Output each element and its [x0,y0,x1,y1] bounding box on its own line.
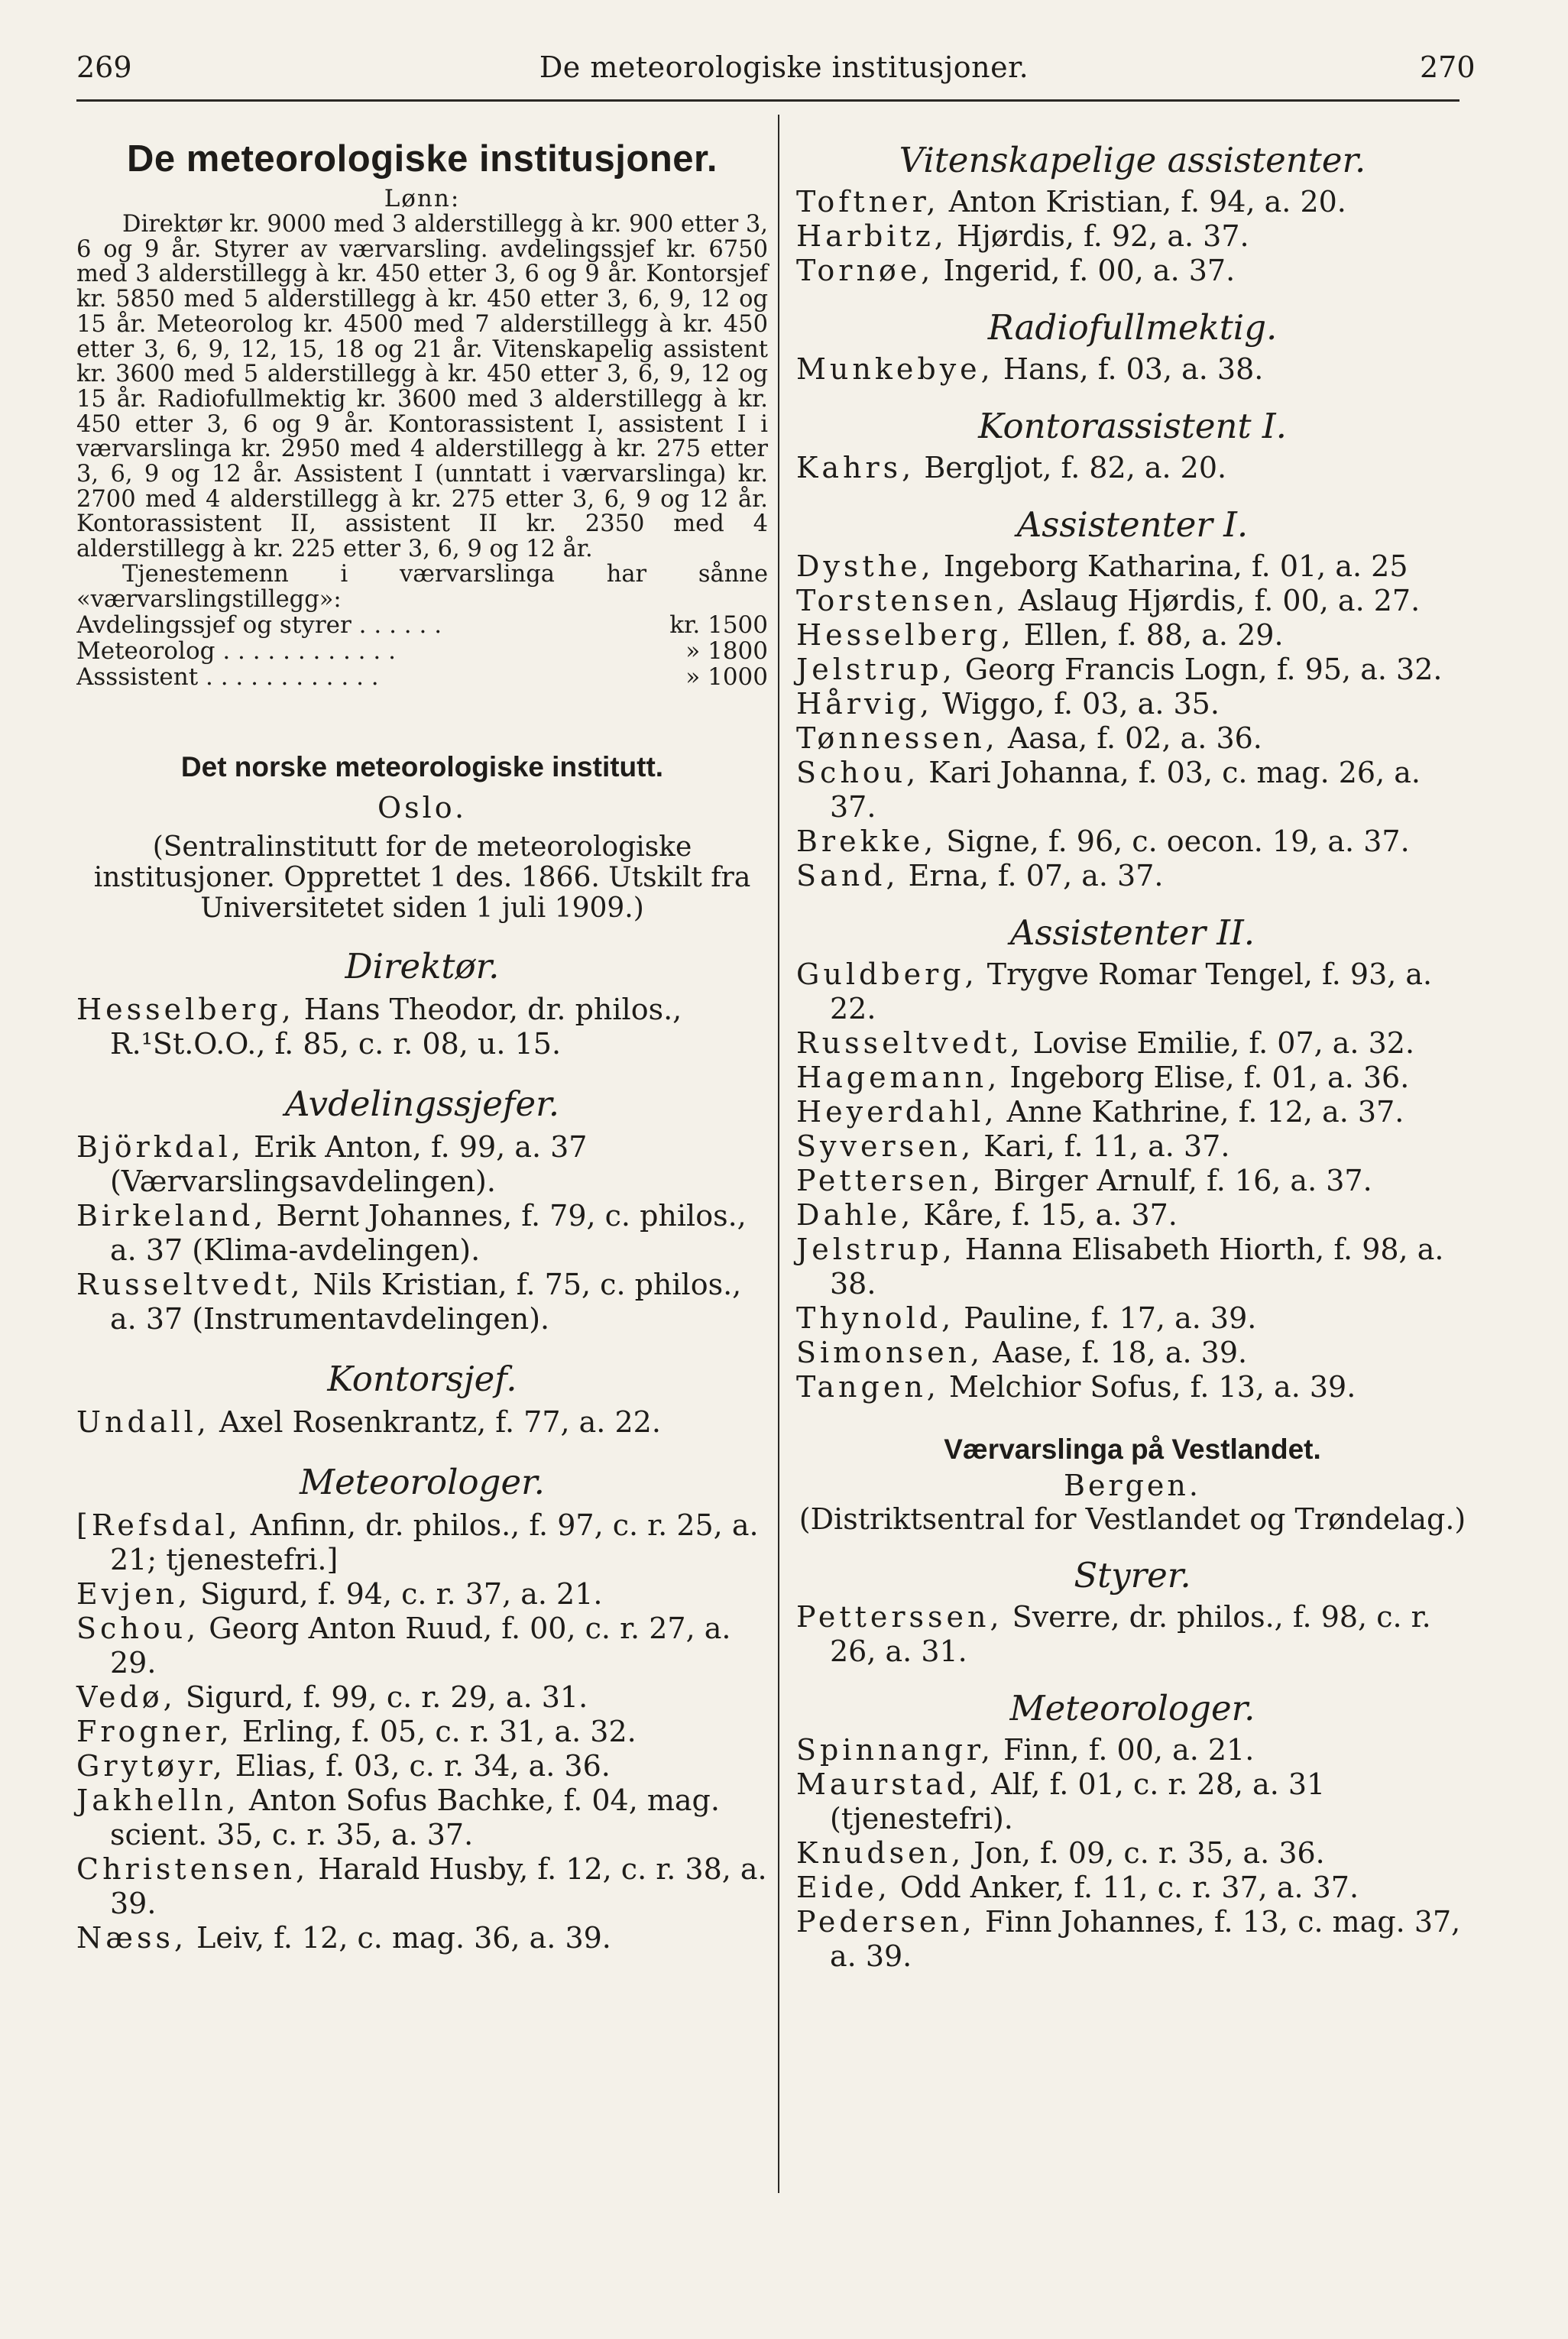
person-entry [796,1164,1469,1198]
person-entry [796,859,1469,893]
person-details: Hanna Elisabeth Hiorth, f. 98, a. 38. [830,1233,1444,1301]
person-surname: Toftner, [796,185,940,219]
person-details: Hans, f. 03, a. 38. [993,352,1264,386]
person-entry [796,352,1469,387]
person-surname: Vedø, [76,1680,177,1715]
person-surname: Thynold, [796,1301,955,1335]
person-details: Leiv, f. 12, c. mag. 36, a. 39. [187,1921,611,1955]
person-surname: Jakhelln, [76,1783,240,1818]
person-surname: Grytøyr, [76,1749,226,1783]
section-heading-kontorsjef: Kontorsjef. [327,1359,517,1400]
page-number-left: 269 [76,50,132,84]
person-entry [76,1405,768,1440]
allowance-value: » 1800 [685,637,768,666]
column-divider [778,115,779,2193]
person-details: Signe, f. 96, c. oecon. 19, a. 37. [937,824,1410,858]
person-details: Lovise Emilie, f. 07, a. 32. [1023,1026,1415,1060]
institute-title: Det norske meteorologiske institutt. [180,751,664,783]
person-details: Anne Kathrine, f. 12, a. 37. [997,1095,1404,1129]
person-surname: Brekke, [796,824,938,858]
person-entry [796,1370,1469,1404]
vestlandet-sections [796,1554,1469,1974]
section-heading-styrer: Styrer. [1074,1555,1191,1596]
person-details: Anton Sofus Bachke, f. 04, mag. scient. 35, c. r. 35, a. 37. [110,1783,720,1852]
allowance-list [76,612,768,690]
section-heading-direkt-r: Direktør. [345,946,500,987]
person-entry [796,653,1469,687]
person-entry [796,1871,1469,1905]
person-entry [796,1129,1469,1164]
person-surname: Petterssen, [796,1600,1003,1634]
person-entry [796,1061,1469,1095]
person-surname: Frogner, [76,1715,233,1749]
allowance-value: » 1000 [685,663,768,692]
person-entry [76,1783,768,1852]
person-surname: Jelstrup, [796,653,956,686]
person-details: Hans Theodor, dr. philos., R.¹St.O.O., f. 85, c. r. 08, u. 15. [110,993,682,1061]
person-details: Georg Anton Ruud, f. 00, c. r. 27, a. 29. [110,1612,731,1680]
person-entry [796,1767,1469,1836]
person-details: Trygve Romar Tengel, f. 93, a. 22. [830,957,1433,1025]
person-surname: Schou, [796,756,920,789]
person-entry [796,254,1469,288]
vestlandet-note: (Distriktsentral for Vestlandet og Trøndelag.) [799,1502,1466,1536]
person-details: Anfinn, dr. philos., f. 97, c. r. 25, a. 21; tjenestefri.] [110,1508,759,1577]
person-entry [796,957,1469,1026]
person-surname: Maurstad, [796,1767,983,1801]
section-heading-meteorologer: Meteorologer. [300,1462,545,1503]
person-entry [796,618,1469,653]
person-surname: Harbitz, [796,219,948,253]
person-surname: Birkeland, [76,1199,267,1233]
allowance-row [76,612,768,638]
person-entry [76,1577,768,1612]
person-entry [796,584,1469,618]
person-details: Finn Johannes, f. 13, c. mag. 37, a. 39. [830,1905,1461,1973]
section-heading-assistenter-i: Assistenter I. [1016,504,1249,545]
person-surname: Hesselberg, [76,993,295,1027]
person-surname: Syversen, [796,1129,975,1163]
person-entry [76,1612,768,1680]
person-details: Erik Anton, f. 99, a. 37 (Værvarslingsavdelingen). [110,1130,588,1199]
section-heading-vitenskapelige-assistenter: Vitenskapelige assistenter. [899,140,1366,180]
person-details: Sverre, dr. philos., f. 98, c. r. 26, a. 31. [830,1600,1431,1668]
section-heading-kontorassistent-i: Kontorassistent I. [978,406,1287,446]
person-entry [796,1836,1469,1871]
person-details: Ingerid, f. 00, a. 37. [934,254,1236,287]
person-details: Ingeborg Elise, f. 01, a. 36. [1000,1061,1410,1094]
person-details: Elias, f. 03, c. r. 34, a. 36. [225,1749,611,1783]
right-column [796,115,1469,1974]
person-entry [76,1921,768,1955]
person-details: Ellen, f. 88, a. 29. [1014,618,1284,652]
person-surname: Sand, [796,859,899,893]
person-surname: Tornøe, [796,254,935,287]
person-entry [76,1508,768,1577]
institute-city: Oslo. [377,791,468,825]
person-surname: Dysthe, [796,549,935,583]
left-sections [76,945,768,1955]
right-sections [796,139,1469,1404]
person-details: Hjørdis, f. 92, a. 37. [947,219,1249,253]
person-entry [796,1198,1469,1233]
person-details: Kåre, f. 15, a. 37. [914,1198,1178,1232]
person-surname: Torstensen, [796,584,1009,617]
person-surname: Hagemann, [796,1061,1001,1094]
section-heading-avdelingssjefer: Avdelingssjefer. [284,1084,560,1125]
left-column [76,115,768,1955]
person-surname: Næss, [76,1921,188,1955]
person-surname: [Refsdal, [76,1508,241,1543]
section-heading-meteorologer: Meteorologer. [1009,1688,1255,1728]
person-surname: Kahrs, [796,451,915,484]
allowance-label: Asssistent . . . . . . . . . . . . [76,664,379,691]
person-entry [796,451,1469,485]
person-entry [796,549,1469,584]
person-entry [76,1199,768,1268]
person-entry [796,185,1469,219]
person-surname: Russeltvedt, [76,1268,304,1302]
person-entry [76,1852,768,1921]
allowance-row [76,664,768,690]
person-details: Finn, f. 00, a. 21. [993,1733,1255,1767]
person-surname: Christensen, [76,1852,309,1887]
person-surname: Tønnessen, [796,721,999,755]
person-surname: Eide, [796,1871,891,1904]
person-entry [796,1095,1469,1129]
person-surname: Guldberg, [796,957,978,991]
person-surname: Tangen, [796,1370,940,1404]
person-details: Erna, f. 07, a. 37. [899,859,1164,893]
person-details: Bergljot, f. 82, a. 20. [915,451,1227,484]
person-entry [76,1130,768,1199]
person-entry [76,993,768,1061]
person-details: Aase, f. 18, a. 39. [983,1336,1248,1369]
person-entry [76,1749,768,1783]
person-entry [796,687,1469,721]
person-surname: Jelstrup, [796,1233,956,1266]
person-entry [796,219,1469,254]
page-number-right: 270 [1420,50,1476,84]
person-details: Bernt Johannes, f. 79, c. philos., a. 37 (Klima-avdelingen). [110,1199,747,1268]
person-details: Aasa, f. 02, a. 36. [998,721,1262,755]
person-details: Ingeborg Katharina, f. 01, a. 25 [934,549,1408,583]
person-details: Erling, f. 05, c. r. 31, a. 32. [232,1715,637,1749]
person-entry [796,756,1469,824]
person-details: Kari, f. 11, a. 37. [974,1129,1230,1163]
person-entry [796,1733,1469,1767]
salary-text: Direktør kr. 9000 med 3 alderstillegg à kr. 900 etter 3, 6 og 9 år. Styrer av værvarsling. avdelingssjef kr. 6750 med 3 alderstillegg à kr. 450 etter 3, 6 og 9 år. Kontorsjef kr. 5850 med 5 alderstillegg à kr. 450 etter 3, 6, 9, 12 og 15 år. Meteorolog kr. 4500 med 7 alderstillegg à kr. 450 etter 3, 6, 9, 12, 15, 18 og 21 år. Vitenskapelig assistent kr. 3600 med 5 alderstillegg à kr. 450 etter 3, 6, 9, 12 og 15 år. Radiofullmektig kr. 3600 med 3 alderstillegg à kr. 450 etter 3, 6 og 9 år. Kontorassistent I, assistent I i værvarslinga kr. 2950 med 4 alderstillegg à kr. 275 etter 3, 6, 9 og 12 år. Assistent I (unntatt i værvarslinga) kr. 2700 med 4 alderstillegg à kr. 275 etter 3, 6, 9 og 12 år. Kontorassistent II, assistent II kr. 2350 med 4 alderstillegg à kr. 225 etter 3, 6, 9 og 12 år. [76,211,768,563]
institute-note: (Sentralinstitutt for de meteorologiske institusjoner. Opprettet 1 des. 1866. Utskilt fra Universitetet siden 1 juli 1909.) [93,831,751,925]
allowance-value: kr. 1500 [669,611,768,640]
person-entry [796,1026,1469,1061]
person-surname: Knudsen, [796,1836,965,1870]
person-entry [796,1336,1469,1370]
person-surname: Björkdal, [76,1130,245,1165]
person-surname: Hårvig, [796,687,933,721]
person-details: Birger Arnulf, f. 16, a. 37. [984,1164,1372,1197]
person-entry [76,1268,768,1336]
person-surname: Russeltvedt, [796,1026,1024,1060]
person-surname: Pedersen, [796,1905,976,1939]
person-surname: Munkebye, [796,352,994,386]
person-details: Jon, f. 09, c. r. 35, a. 36. [964,1836,1325,1870]
person-surname: Undall, [76,1405,210,1440]
person-details: Pauline, f. 17, a. 39. [954,1301,1257,1335]
section-heading-assistenter-ii: Assistenter II. [1009,912,1255,953]
person-details: Aslaug Hjørdis, f. 00, a. 27. [1009,584,1421,617]
person-details: Alf, f. 01, c. r. 28, a. 31 (tjenestefri). [830,1767,1326,1835]
person-entry [76,1680,768,1715]
person-surname: Dahle, [796,1198,915,1232]
person-details: Axel Rosenkrantz, f. 77, a. 22. [209,1405,661,1440]
person-surname: Schou, [76,1612,200,1646]
vestlandet-city: Bergen. [1064,1469,1201,1502]
person-entry [796,1600,1469,1669]
person-details: Wiggo, f. 03, a. 35. [932,687,1220,721]
section-heading-radiofullmektig: Radiofullmektig. [987,307,1278,348]
allowance-row [76,638,768,664]
person-details: Harald Husby, f. 12, c. r. 38, a. 39. [110,1852,767,1921]
allowance-text: Tjenestemenn i værvarslinga har sånne «værvarslingstillegg»: [76,560,768,613]
person-details: Odd Anker, f. 11, c. r. 37, a. 37. [890,1871,1359,1904]
person-details: Kari Johanna, f. 03, c. mag. 26, a. 37. [830,756,1421,824]
allowance-label: Avdelingssjef og styrer . . . . . . [76,612,442,639]
person-surname: Hesselberg, [796,618,1015,652]
salary-label: Lønn: [384,185,461,212]
person-entry [796,721,1469,756]
person-entry [796,1301,1469,1336]
header-rule [76,99,1459,102]
vestlandet-title: Værvarslinga på Vestlandet. [944,1434,1321,1465]
person-details: Anton Kristian, f. 94, a. 20. [939,185,1346,219]
person-details: Melchior Sofus, f. 13, a. 39. [939,1370,1356,1404]
person-entry [796,1233,1469,1301]
person-surname: Heyerdahl, [796,1095,998,1129]
person-surname: Evjen, [76,1577,192,1612]
person-details: Georg Francis Logn, f. 95, a. 32. [955,653,1443,686]
person-entry [796,1905,1469,1974]
person-surname: Simonsen, [796,1336,984,1369]
person-surname: Pettersen, [796,1164,985,1197]
person-details: Sigurd, f. 94, c. r. 37, a. 21. [191,1577,603,1612]
person-entry [796,824,1469,859]
running-head: De meteorologiske institusjoner. [539,50,1029,84]
person-details: Nils Kristian, f. 75, c. philos., a. 37 (Instrumentavdelingen). [110,1268,742,1336]
person-details: Sigurd, f. 99, c. r. 29, a. 31. [176,1680,588,1715]
main-title: De meteorologiske institusjoner. [127,138,718,180]
person-surname: Spinnangr, [796,1733,994,1767]
person-entry [76,1715,768,1749]
allowance-label: Meteorolog . . . . . . . . . . . . [76,638,396,665]
